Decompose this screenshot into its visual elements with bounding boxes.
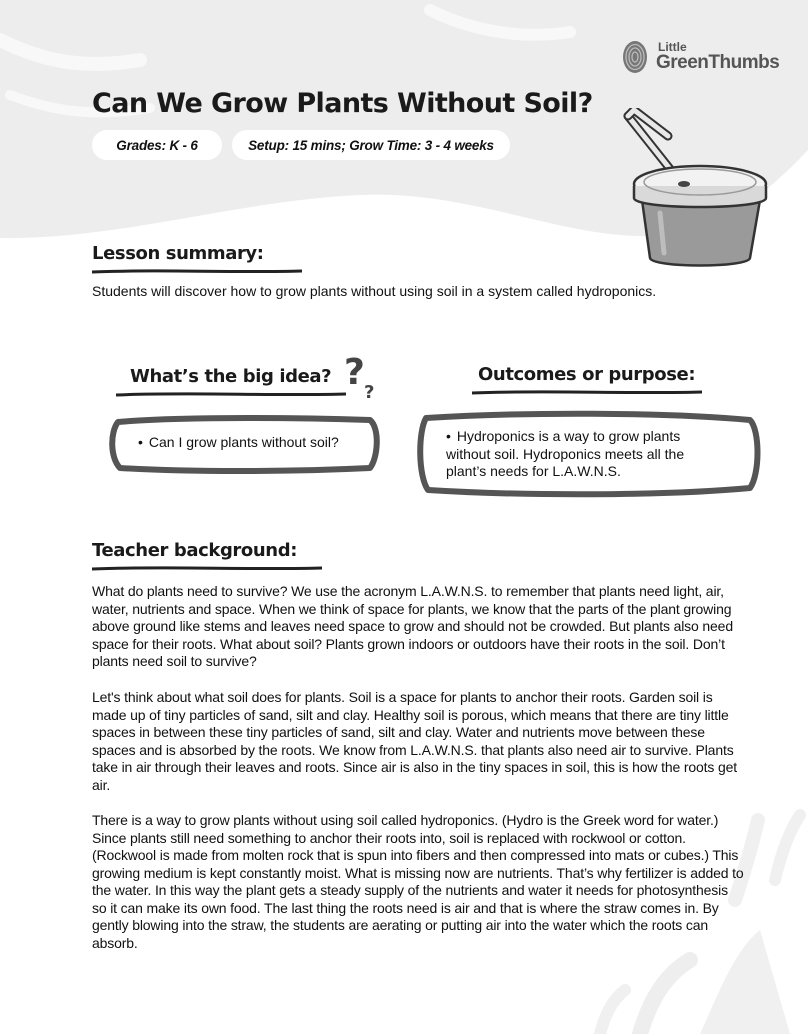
- lesson-summary-heading-block: [92, 243, 302, 282]
- brush-underline: [92, 267, 302, 277]
- lesson-summary-text: Students will discover how to grow plants without using soil in a system called hydroponics.: [92, 283, 657, 299]
- brand-small-text: Little: [658, 40, 687, 54]
- svg-text:?: ?: [364, 382, 375, 400]
- teacher-background-heading: Teacher background:: [92, 540, 297, 561]
- teacher-background-paragraph-1: What do plants need to survive? We use the acronym L.A.W.N.S. to remember that plants need light, air, water, nutrients and space. When we think of space for plants, we know that the parts of the plant growing above ground like stems and leaves need space to grow and should not be crowded. But plants also need space for their roots. What about soil? Plants grown indoors or outdoors have their roots in the soil. Don’t plants need soil to survive?: [92, 583, 733, 669]
- cup-with-straw-icon: [620, 108, 780, 278]
- outcomes-heading-block: [478, 364, 702, 403]
- brand-logo: [618, 36, 778, 80]
- teacher-background-paragraph-3: There is a way to grow plants without using soil called hydroponics. (Hydro is the Greek word for water.) Since plants still need something to anchor their roots into, soil is replaced with rockwool or cotton. (Rockwool is made from molten rock that is spun into fibers and then compressed into mats or cubes.) This growing medium is kept constantly moist. What is missing now are nutrients. That’s why fertilizer is added to the water. In this way the plant gets a steady supply of the nutrients and water it needs for photosynthesis so it can make its own food. The last thing the roots need is air and that is where the straw comes in. By gently blowing into the straw, the students are aerating or putting air into the water which the roots can absorb.: [92, 812, 744, 951]
- setup-badge: [232, 130, 510, 160]
- page-title: Can We Grow Plants Without Soil?: [92, 88, 593, 119]
- question-marks-icon: [342, 350, 384, 400]
- outcomes-item: • Hydroponics is a way to grow plants without soil. Hydroponics meets all the plant’s needs for L.A.W.N.S.: [446, 428, 706, 481]
- grades-text: Grades: K - 6: [116, 137, 198, 153]
- brush-underline: [116, 390, 346, 400]
- grades-badge: [92, 130, 222, 160]
- teacher-background-paragraph-2: Let's think about what soil does for plants. Soil is a space for plants to anchor their roots. Garden soil is made up of tiny particles of sand, silt and clay. Healthy soil is porous, which means that there are tiny little spaces in between these tiny particles of sand, silt and clay. Water and nutrients move between these spaces and is absorbed by the roots. We know from L.A.W.N.S. that plants also need air to survive. Plants take in air through their leaves and roots. Since air is also in the tiny spaces in soil, this is how the roots get air.: [92, 689, 737, 793]
- brand-name: GreenThumbs: [656, 52, 780, 73]
- brush-underline: [92, 564, 322, 574]
- svg-text:?: ?: [344, 352, 365, 393]
- big-idea-item: • Can I grow plants without soil?: [138, 434, 368, 450]
- outcomes-heading: Outcomes or purpose:: [478, 364, 696, 385]
- big-idea-heading-block: [130, 366, 346, 405]
- lesson-summary-heading: Lesson summary:: [92, 243, 264, 264]
- teacher-background-heading-block: [92, 540, 322, 579]
- big-idea-heading: What’s the big idea?: [130, 366, 332, 387]
- brush-underline: [472, 388, 702, 398]
- thumbprint-logo-icon: [620, 36, 650, 76]
- setup-text: Setup: 15 mins; Grow Time: 3 - 4 weeks: [248, 137, 494, 153]
